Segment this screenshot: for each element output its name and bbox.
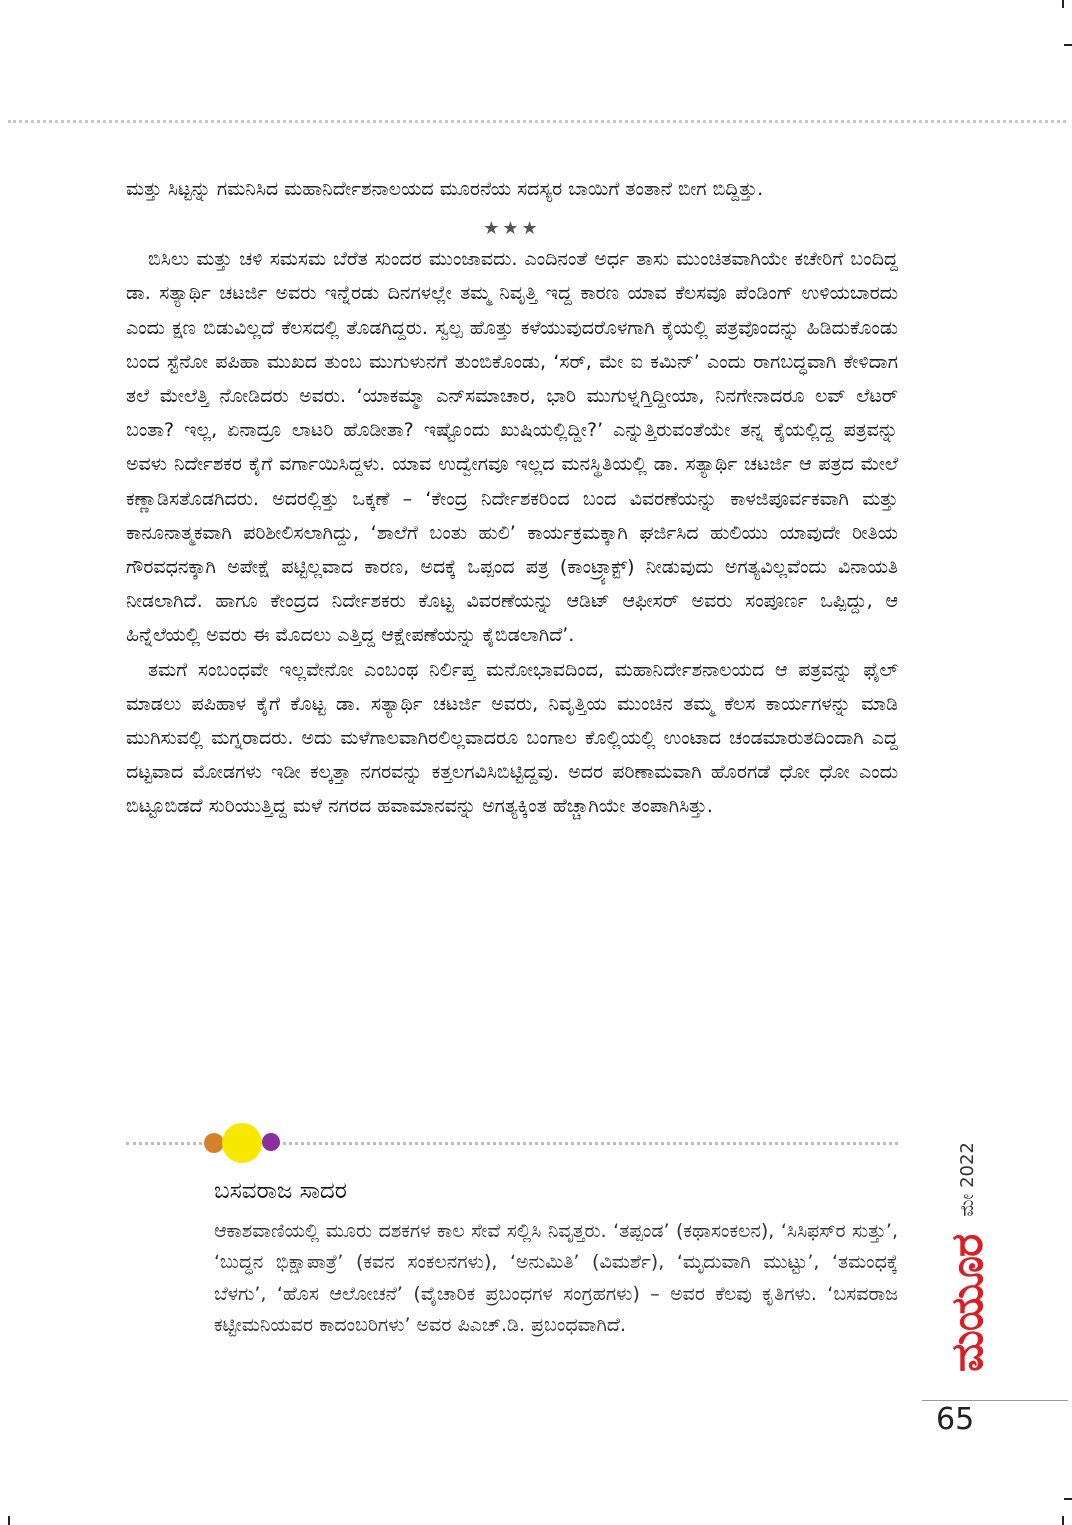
page-number: 65 <box>936 1402 975 1437</box>
author-bio: ಆಕಾಶವಾಣಿಯಲ್ಲಿ ಮೂರು ದಶಕಗಳ ಕಾಲ ಸೇವೆ ಸಲ್ಲಿಸಿ ನಿವೃತ್ತರು. ‘ತಪ್ಪಂಡ’ (ಕಥಾಸಂಕಲನ), ‘ಸಿಸಿಫಸ್‌ರ ಸುತ್ತು’, ‘ಬುದ್ಧನ ಭಿಕ್ಷಾಪಾತ್ರೆ’ (ಕವನ ಸಂಕಲನಗಳು), ‘ಅನುಮಿತಿ’ (ವಿಮರ್ಶೆ), ‘ಮೃದುವಾಗಿ ಮುಟ್ಟು’, ‘ತಮಂಧಕ್ಕೆ ಬೆಳಗು’, ‘ಹೊಸ ಆಲೋಚನೆ’ (ವೈಚಾರಿಕ ಪ್ರಬಂಧಗಳ ಸಂಗ್ರಹಗಳು) – ಅವರ ಕೆಲವು ಕೃತಿಗಳು. ‘ಬಸವರಾಜ ಕಟ್ಟೀಮನಿಯವರ ಕಾದಂಬರಿಗಳು’ ಅವರ ಪಿಎಚ್.ಡಿ. ಪ್ರಬಂಧವಾಗಿದೆ. <box>214 1220 898 1337</box>
crop-mark-right-upper <box>1064 44 1072 46</box>
sidebar-rotated-text <box>942 1142 993 1372</box>
orange-dot-ornament <box>204 1133 224 1153</box>
magazine-logo: ಮಯೂರ <box>942 1234 993 1372</box>
crop-mark-right-lower <box>1064 1498 1072 1500</box>
top-dotted-rule <box>8 120 1066 123</box>
section-separator: ★★★ <box>483 218 541 240</box>
story-paragraph: ಮತ್ತು ಸಿಟ್ಟನ್ನು ಗಮನಿಸಿದ ಮಹಾನಿರ್ದೇಶನಾಲಯದ ಮೂರನೆಯ ಸದಸ್ಯರ ಬಾಯಿಗೆ ತಂತಾನೆ ಬೀಗ ಬಿದ್ದಿತ್ತು. <box>126 178 764 200</box>
story-paragraph: ಬಿಸಿಲು ಮತ್ತು ಚಳಿ ಸಮಸಮ ಬೆರೆತ ಸುಂದರ ಮುಂಜಾವದು. ಎಂದಿನಂತೆ ಅರ್ಧ ತಾಸು ಮುಂಚಿತವಾಗಿಯೇ ಕಚೇರಿಗೆ ಬಂದಿದ್ದ ಡಾ. ಸತ್ಯಾರ್ಥಿ ಚಟರ್ಜಿ ಅವರು ಇನ್ನೆರಡು ದಿನಗಳಲ್ಲೇ ತಮ್ಮ ನಿವೃತ್ತಿ ಇದ್ದ ಕಾರಣ ಯಾವ ಕೆಲಸವೂ ಪೆಂಡಿಂಗ್ ಉಳಿಯಬಾರದು ಎಂದು ಕ್ಷಣ ಬಿಡುವಿಲ್ಲದೆ ಕೆಲಸದಲ್ಲಿ ತೊಡಗಿದ್ದರು. ಸ್ವಲ್ಪ ಹೊತ್ತು ಕಳೆಯುವುದರೊಳಗಾಗಿ ಕೈಯಲ್ಲಿ ಪತ್ರವೊಂದನ್ನು ಹಿಡಿದುಕೊಂಡು ಬಂದ ಸ್ಟೆನೋ ಪಪಿಹಾ ಮುಖದ ತುಂಬ ಮುಗುಳುನಗೆ ತುಂಬಿಕೊಂಡು, ‘ಸರ್, ಮೇ ಐ ಕಮಿನ್’ ಎಂದು ರಾಗಬದ್ಧವಾಗಿ ಕೇಳಿದಾಗ ತಲೆ ಮೇಲೆತ್ತಿ ನೋಡಿದರು ಅವರು. ‘ಯಾಕಮ್ಮಾ ಎನ್‌ಸಮಾಚಾರ, ಭಾರಿ ಮುಗುಳ್ನಗ್ತಿದ್ದೀಯಾ, ನಿನಗೇನಾದರೂ ಲವ್ ಲೆಟರ್ ಬಂತಾ? ಇಲ್ಲ, ಏನಾದ್ರೂ ಲಾಟರಿ ಹೊಡೀತಾ? ಇಷ್ಟೊಂದು ಖುಷಿಯಲ್ಲಿದ್ದೀ?’ ಎನ್ನುತ್ತಿರುವಂತೆಯೇ ತನ್ನ ಕೈಯಲ್ಲಿದ್ದ ಪತ್ರವನ್ನು ಅವಳು ನಿರ್ದೇಶಕರ ಕೈಗೆ ವರ್ಗಾಯಿಸಿದ್ದಳು. ಯಾವ ಉದ್ವೇಗವೂ ಇಲ್ಲದ ಮನಸ್ಥಿತಿಯಲ್ಲಿ ಡಾ. ಸತ್ಯಾರ್ಥಿ ಚಟರ್ಜಿ ಆ ಪತ್ರದ ಮೇಲೆ ಕಣ್ಣಾಡಿಸತೊಡಗಿದರು. ಅದರಲ್ಲಿತ್ತು ಒಕ್ಕಣೆ – ‘ಕೇಂದ್ರ ನಿರ್ದೇಶಕರಿಂದ ಬಂದ ವಿವರಣೆಯನ್ನು ಕಾಳಜಿಪೂರ್ವಕವಾಗಿ ಮತ್ತು ಕಾನೂನಾತ್ಮಕವಾಗಿ ಪರಿಶೀಲಿಸಲಾಗಿದ್ದು, ‘ಶಾಲೆಗೆ ಬಂತು ಹುಲಿ’ ಕಾರ್ಯಕ್ರಮಕ್ಕಾಗಿ ಘರ್ಜಿಸಿದ ಹುಲಿಯು ಯಾವುದೇ ರೀತಿಯ ಗೌರವಧನಕ್ಕಾಗಿ ಅಪೇಕ್ಷೆ ಪಟ್ಟಿಲ್ಲವಾದ ಕಾರಣ, ಅದಕ್ಕೆ ಒಪ್ಪಂದ ಪತ್ರ (ಕಾಂಟ್ರ್ಯಾಕ್ಟ್) ನೀಡುವುದು ಅಗತ್ಯವಿಲ್ಲವೆಂದು ವಿನಾಯತಿ ನೀಡಲಾಗಿದೆ. ಹಾಗೂ ಕೇಂದ್ರದ ನಿರ್ದೇಶಕರು ಕೊಟ್ಟ ವಿವರಣೆಯನ್ನು ಆಡಿಟ್ ಆಫೀಸರ್ ಅವರು ಸಂಪೂರ್ಣ ಒಪ್ಪಿದ್ದು, ಆ ಹಿನ್ನೆಲೆಯಲ್ಲಿ ಅವರು ಈ ಮೊದಲು ಎತ್ತಿದ್ದ ಆಕ್ಷೇಪಣೆಯನ್ನು ಕೈಬಿಡಲಾಗಿದೆ’. <box>126 248 898 647</box>
sidebar-branding <box>916 1120 996 1380</box>
author-name: ಬಸವರಾಜ ಸಾದರ <box>214 1178 347 1204</box>
crop-mark-top-right <box>1062 0 1064 8</box>
purple-dot-ornament <box>262 1133 280 1151</box>
story-paragraph: ತಮಗೆ ಸಂಬಂಧವೇ ಇಲ್ಲವೇನೋ ಎಂಬಂಥ ನಿರ್ಲಿಪ್ತ ಮನೋಭಾವದಿಂದ, ಮಹಾನಿರ್ದೇಶನಾಲಯದ ಆ ಪತ್ರವನ್ನು ಫೈಲ್ ಮಾಡಲು ಪಪಿಹಾಳ ಕೈಗೆ ಕೊಟ್ಟ ಡಾ. ಸತ್ಯಾರ್ಥಿ ಚಟರ್ಜಿ ಅವರು, ನಿವೃತ್ತಿಯ ಮುಂಚಿನ ತಮ್ಮ ಕೆಲಸ ಕಾರ್ಯಗಳನ್ನು ಮಾಡಿ ಮುಗಿಸುವಲ್ಲಿ ಮಗ್ನರಾದರು. ಅದು ಮಳೆಗಾಲವಾಗಿರಲಿಲ್ಲವಾದರೂ ಬಂಗಾಲ ಕೊಲ್ಲಿಯಲ್ಲಿ ಉಂಟಾದ ಚಂಡಮಾರುತದಿಂದಾಗಿ ಎದ್ದ ದಟ್ಟವಾದ ಮೋಡಗಳು ಇಡೀ ಕಲ್ಕತ್ತಾ ನಗರವನ್ನು ಕತ್ತಲಗವಿಸಿಬಿಟ್ಟಿದ್ದವು. ಅದರ ಪರಿಣಾಮವಾಗಿ ಹೊರಗಡೆ ಧೋ ಧೋ ಎಂದು ಬಿಟ್ಟೂಬಿಡದೆ ಸುರಿಯುತ್ತಿದ್ದ ಮಳೆ ನಗರದ ಹವಾಮಾನವನ್ನು ಅಗತ್ಯಕ್ಕಿಂತ ಹೆಚ್ಚಾಗಿಯೇ ತಂಪಾಗಿಸಿತ್ತು. <box>126 658 898 818</box>
yellow-dot-ornament <box>222 1123 262 1163</box>
story-body <box>126 172 898 824</box>
crop-mark-bottom-right <box>1062 1516 1064 1525</box>
crop-mark-bottom-left <box>8 1516 10 1525</box>
page-number-rule <box>922 1400 1068 1401</box>
issue-date: ಮೇ 2022 <box>957 1142 978 1217</box>
